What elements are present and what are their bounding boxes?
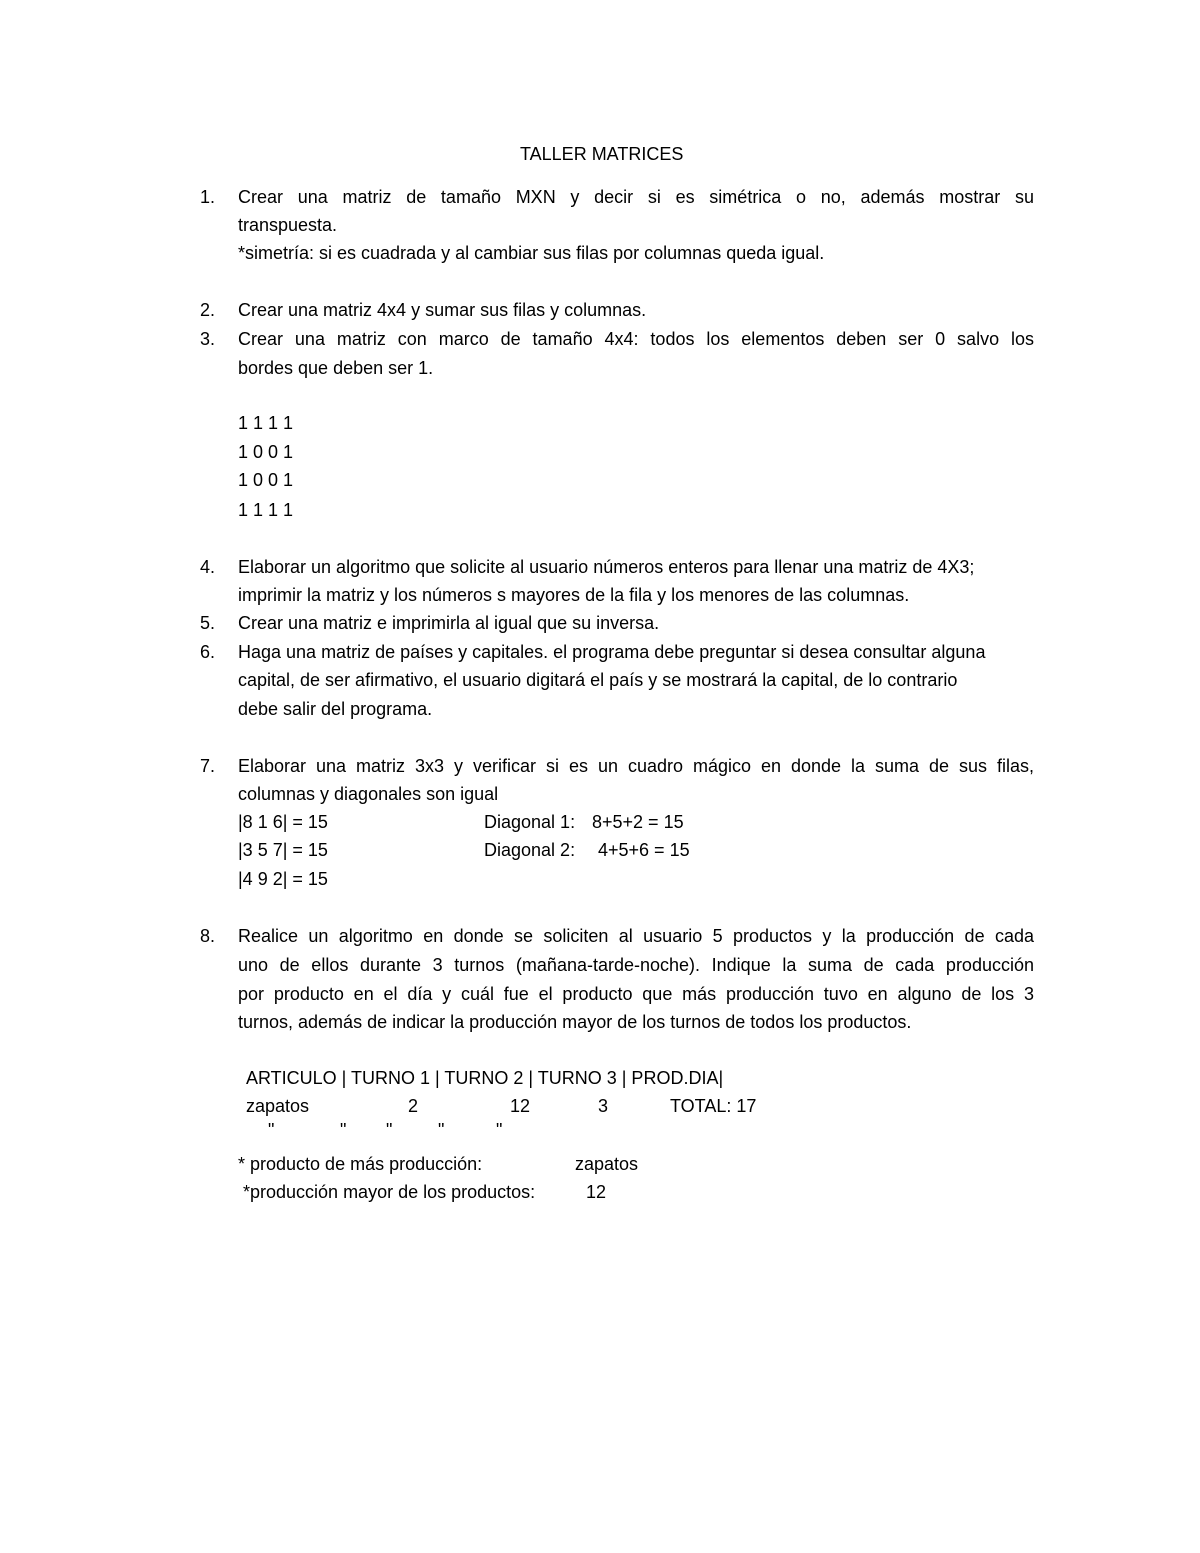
ditto-mark: " bbox=[340, 1120, 347, 1140]
item-8-line-4: turnos, además de indicar la producción mayor de los turnos de todos los productos. bbox=[238, 1012, 912, 1032]
item-8-line-2: uno de ellos durante 3 turnos (mañana-tarde-noche). Indique la suma de cada producción bbox=[238, 955, 1034, 975]
diagonal-2-value: 4+5+6 = 15 bbox=[598, 840, 690, 860]
diagonal-1-label: Diagonal 1: bbox=[484, 812, 576, 832]
item-6-line-2: capital, de ser afirmativo, el usuario digitará el país y se mostrará la capital, de lo contrario bbox=[238, 670, 958, 690]
page-title: TALLER MATRICES bbox=[520, 144, 684, 164]
matrix-row: 1 0 0 1 bbox=[238, 470, 294, 490]
max-production-value: 12 bbox=[586, 1182, 607, 1202]
item-number: 2. bbox=[200, 300, 216, 320]
matrix-row: 1 1 1 1 bbox=[238, 413, 294, 433]
ditto-mark: " bbox=[496, 1120, 503, 1140]
max-production-label: *producción mayor de los productos: bbox=[243, 1182, 536, 1202]
item-7-line-2: columnas y diagonales son igual bbox=[238, 784, 499, 804]
matrix-row: 1 1 1 1 bbox=[238, 500, 294, 520]
most-production-value: zapatos bbox=[575, 1154, 639, 1174]
item-4-line-2: imprimir la matriz y los números s mayores de la fila y los menores de las columnas. bbox=[238, 585, 910, 605]
item-1-line-2: transpuesta. bbox=[238, 215, 338, 235]
item-3-line-1: Crear una matriz con marco de tamaño 4x4: todos los elementos deben ser 0 salvo los bbox=[238, 329, 1034, 349]
item-6-line-1: Haga una matriz de países y capitales. el programa debe preguntar si desea consultar alguna bbox=[238, 642, 986, 662]
ditto-mark: " bbox=[386, 1120, 393, 1140]
table-cell-product: zapatos bbox=[246, 1096, 310, 1116]
table-cell-turno-1: 2 bbox=[408, 1096, 419, 1116]
table-cell-turno-3: 3 bbox=[598, 1096, 609, 1116]
ditto-mark: " bbox=[438, 1120, 445, 1140]
most-production-label: * producto de más producción: bbox=[238, 1154, 483, 1174]
item-2-line-1: Crear una matriz 4x4 y sumar sus filas y columnas. bbox=[238, 300, 647, 320]
item-number: 1. bbox=[200, 187, 216, 207]
item-8-line-1: Realice un algoritmo en donde se soliciten al usuario 5 productos y la producción de cada bbox=[238, 926, 1034, 946]
diagonal-2-label: Diagonal 2: bbox=[484, 840, 576, 860]
item-7-line-1: Elaborar una matriz 3x3 y verificar si es un cuadro mágico en donde la suma de sus filas, bbox=[238, 756, 1034, 776]
item-number: 7. bbox=[200, 756, 216, 776]
item-number: 4. bbox=[200, 557, 216, 577]
item-3-line-2: bordes que deben ser 1. bbox=[238, 358, 434, 378]
item-number: 5. bbox=[200, 613, 216, 633]
item-number: 3. bbox=[200, 329, 216, 349]
item-8-line-3: por producto en el día y cuál fue el producto que más producción tuvo en alguno de los 3 bbox=[238, 984, 1034, 1004]
item-5-line-1: Crear una matriz e imprimirla al igual que su inversa. bbox=[238, 613, 660, 633]
diagonal-1-value: 8+5+2 = 15 bbox=[592, 812, 684, 832]
ditto-mark: " bbox=[268, 1120, 275, 1140]
magic-square-row: |3 5 7| = 15 bbox=[238, 840, 328, 860]
table-cell-total: TOTAL: 17 bbox=[670, 1096, 757, 1116]
table-header: ARTICULO | TURNO 1 | TURNO 2 | TURNO 3 | PROD.DIA| bbox=[246, 1068, 724, 1088]
item-6-line-3: debe salir del programa. bbox=[238, 699, 433, 719]
magic-square-row: |4 9 2| = 15 bbox=[238, 869, 328, 889]
item-number: 8. bbox=[200, 926, 216, 946]
table-cell-turno-2: 12 bbox=[510, 1096, 531, 1116]
item-1-note: *simetría: si es cuadrada y al cambiar sus filas por columnas queda igual. bbox=[238, 243, 825, 263]
magic-square-row: |8 1 6| = 15 bbox=[238, 812, 328, 832]
item-4-line-1: Elaborar un algoritmo que solicite al usuario números enteros para llenar una matriz de 4X3; bbox=[238, 557, 975, 577]
item-number: 6. bbox=[200, 642, 216, 662]
item-1-line-1: Crear una matriz de tamaño MXN y decir si es simétrica o no, además mostrar su bbox=[238, 187, 1034, 207]
matrix-row: 1 0 0 1 bbox=[238, 442, 294, 462]
